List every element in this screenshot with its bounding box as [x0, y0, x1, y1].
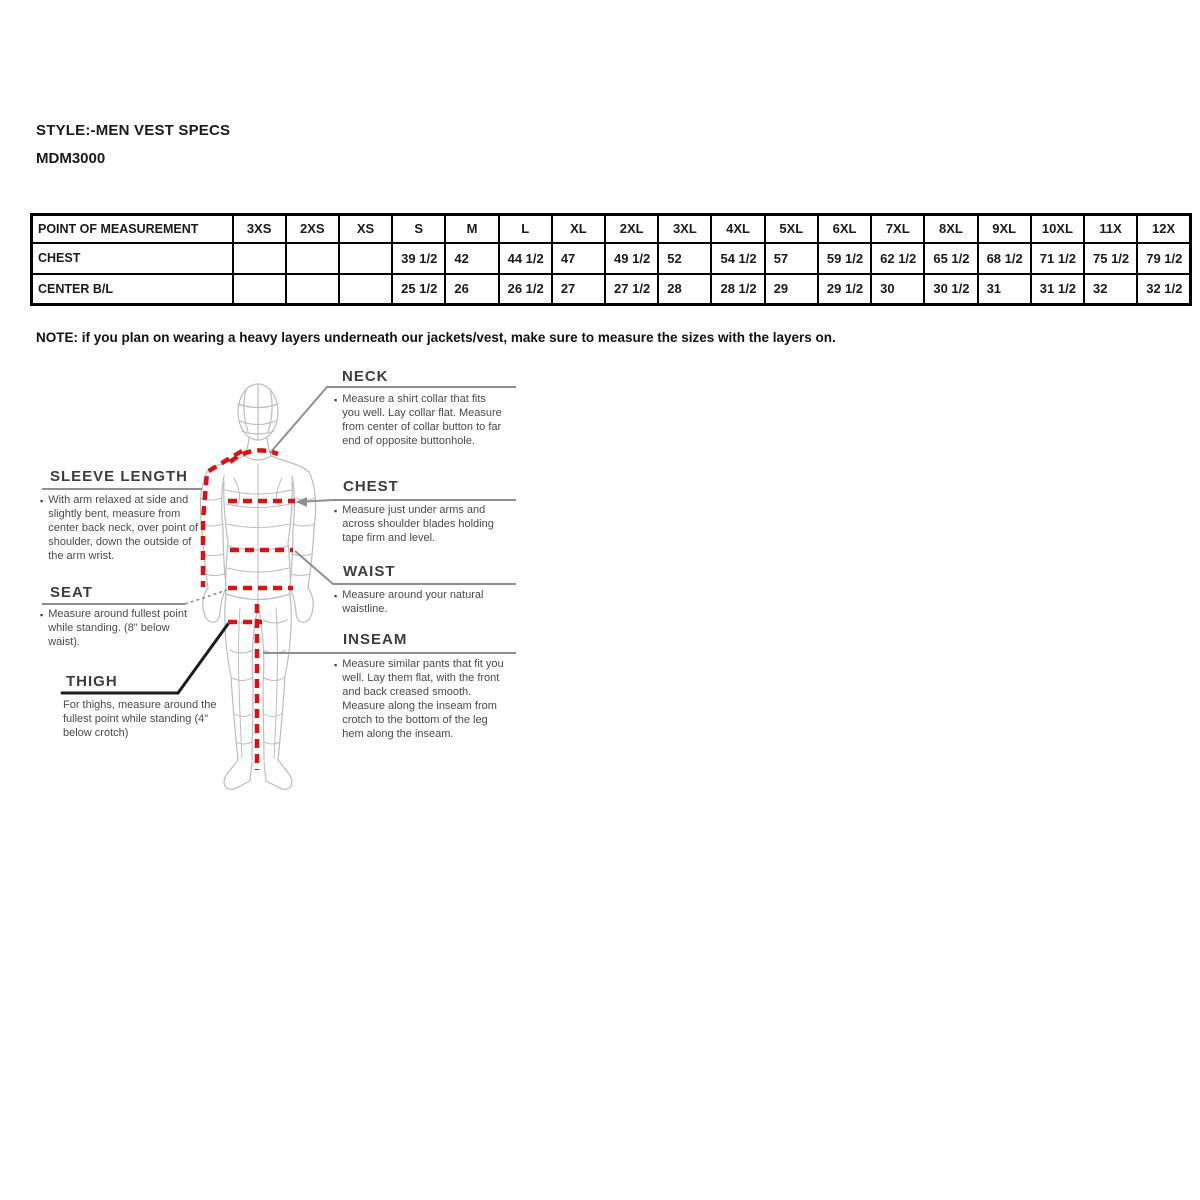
- chest-label: CHEST: [343, 478, 399, 495]
- bullet-icon: ▪: [40, 610, 44, 620]
- measurement-cell: 28: [658, 274, 711, 305]
- sleeve-length-instructions: ▪ With arm relaxed at side and slightly bent, measure from center back neck, over point of shoulder, down the outside of the arm wrist.: [40, 494, 199, 562]
- size-table-container: [30, 213, 1192, 306]
- sleeve-length-label: SLEEVE LENGTH: [50, 468, 189, 485]
- measurement-cell: [286, 274, 339, 305]
- style-title: STYLE:-MEN VEST SPECS: [36, 122, 231, 139]
- column-header-size-5XL: 5XL: [765, 215, 818, 243]
- measurement-cell: 47: [552, 243, 605, 274]
- measurement-cell: 28 1/2: [711, 274, 764, 305]
- chest-instructions: ▪ Measure just under arms and across shoulder blades holding tape firm and level.: [334, 504, 494, 544]
- column-header-size-11X: 11X: [1084, 215, 1137, 243]
- measurement-cell: 32 1/2: [1137, 274, 1190, 305]
- column-header-size-M: M: [445, 215, 498, 243]
- measurement-cell: 54 1/2: [711, 243, 764, 274]
- bullet-icon: ▪: [334, 591, 338, 601]
- thigh-label: THIGH: [66, 673, 118, 690]
- note-text: NOTE: if you plan on wearing a heavy layers underneath our jackets/vest, make sure to measure the sizes with the layers on.: [36, 330, 836, 345]
- measurement-cell: 62 1/2: [871, 243, 924, 274]
- size-table-header-row: [32, 215, 1191, 243]
- measurement-cell: 31: [978, 274, 1031, 305]
- column-header-size-4XL: 4XL: [711, 215, 764, 243]
- measurement-cell: 25 1/2: [392, 274, 445, 305]
- measurement-cell: 32: [1084, 274, 1137, 305]
- column-header-size-2XS: 2XS: [286, 215, 339, 243]
- bullet-icon: ▪: [334, 660, 338, 670]
- measurement-cell: 44 1/2: [499, 243, 552, 274]
- waist-label: WAIST: [343, 563, 396, 580]
- measurement-cell: 30: [871, 274, 924, 305]
- bullet-icon: ▪: [334, 395, 338, 405]
- inseam-label: INSEAM: [343, 631, 408, 648]
- measurement-cell: 59 1/2: [818, 243, 871, 274]
- measurement-cell: 30 1/2: [924, 274, 977, 305]
- neck-label: NECK: [342, 368, 389, 385]
- column-header-size-7XL: 7XL: [871, 215, 924, 243]
- measurement-cell: [233, 243, 286, 274]
- measurement-cell: [286, 243, 339, 274]
- column-header-point-of-measurement: POINT OF MEASUREMENT: [32, 215, 233, 243]
- measurement-cell: 49 1/2: [605, 243, 658, 274]
- measurement-cell: 27: [552, 274, 605, 305]
- measurement-cell: 75 1/2: [1084, 243, 1137, 274]
- measurement-cell: 71 1/2: [1031, 243, 1084, 274]
- column-header-size-3XS: 3XS: [233, 215, 286, 243]
- seat-instructions: ▪ Measure around fullest point while standing. (8" below waist).: [40, 608, 188, 648]
- measurement-cell: 52: [658, 243, 711, 274]
- measurement-cell: 26 1/2: [499, 274, 552, 305]
- table-row-chest: [32, 243, 1191, 274]
- waist-instructions: ▪ Measure around your natural waistline.: [334, 589, 484, 615]
- measurement-cell: 68 1/2: [978, 243, 1031, 274]
- measurement-cell: 79 1/2: [1137, 243, 1190, 274]
- seat-label: SEAT: [50, 584, 93, 601]
- measurement-cell: [339, 243, 392, 274]
- column-header-size-XS: XS: [339, 215, 392, 243]
- table-row-center-b-l: [32, 274, 1191, 305]
- column-header-size-12X: 12X: [1137, 215, 1190, 243]
- measurement-cell: [233, 274, 286, 305]
- measurement-cell: 29 1/2: [818, 274, 871, 305]
- chest-leader-arrow: [296, 497, 307, 507]
- measurement-cell: 27 1/2: [605, 274, 658, 305]
- size-table: [30, 213, 1192, 306]
- measurement-cell: 65 1/2: [924, 243, 977, 274]
- column-header-size-8XL: 8XL: [924, 215, 977, 243]
- column-header-size-S: S: [392, 215, 445, 243]
- column-header-size-6XL: 6XL: [818, 215, 871, 243]
- column-header-size-3XL: 3XL: [658, 215, 711, 243]
- row-label: CHEST: [32, 243, 233, 274]
- model-code: MDM3000: [36, 150, 106, 167]
- measurement-cell: 29: [765, 274, 818, 305]
- measurement-diagram: [30, 358, 524, 828]
- neck-instructions: ▪ Measure a shirt collar that fits you well. Lay collar flat. Measure from center of collar button to far end of opposite buttonhole.: [334, 393, 502, 447]
- measurement-cell: 39 1/2: [392, 243, 445, 274]
- inseam-instructions: ▪ Measure similar pants that fit you well. Lay them flat, with the front and back creased smooth. Measure along the inseam from crotch to the bottom of the leg hem along the inseam.: [334, 658, 504, 740]
- thigh-instructions: For thighs, measure around the fullest point while standing (4" below crotch): [63, 699, 217, 739]
- column-header-size-10XL: 10XL: [1031, 215, 1084, 243]
- measurement-cell: 26: [445, 274, 498, 305]
- column-header-size-XL: XL: [552, 215, 605, 243]
- measurement-cell: 57: [765, 243, 818, 274]
- column-header-size-2XL: 2XL: [605, 215, 658, 243]
- row-label: CENTER B/L: [32, 274, 233, 305]
- measurement-cell: [339, 274, 392, 305]
- measurement-cell: 42: [445, 243, 498, 274]
- bullet-icon: ▪: [40, 496, 44, 506]
- column-header-size-9XL: 9XL: [978, 215, 1031, 243]
- bullet-icon: ▪: [334, 506, 338, 516]
- column-header-size-L: L: [499, 215, 552, 243]
- measurement-cell: 31 1/2: [1031, 274, 1084, 305]
